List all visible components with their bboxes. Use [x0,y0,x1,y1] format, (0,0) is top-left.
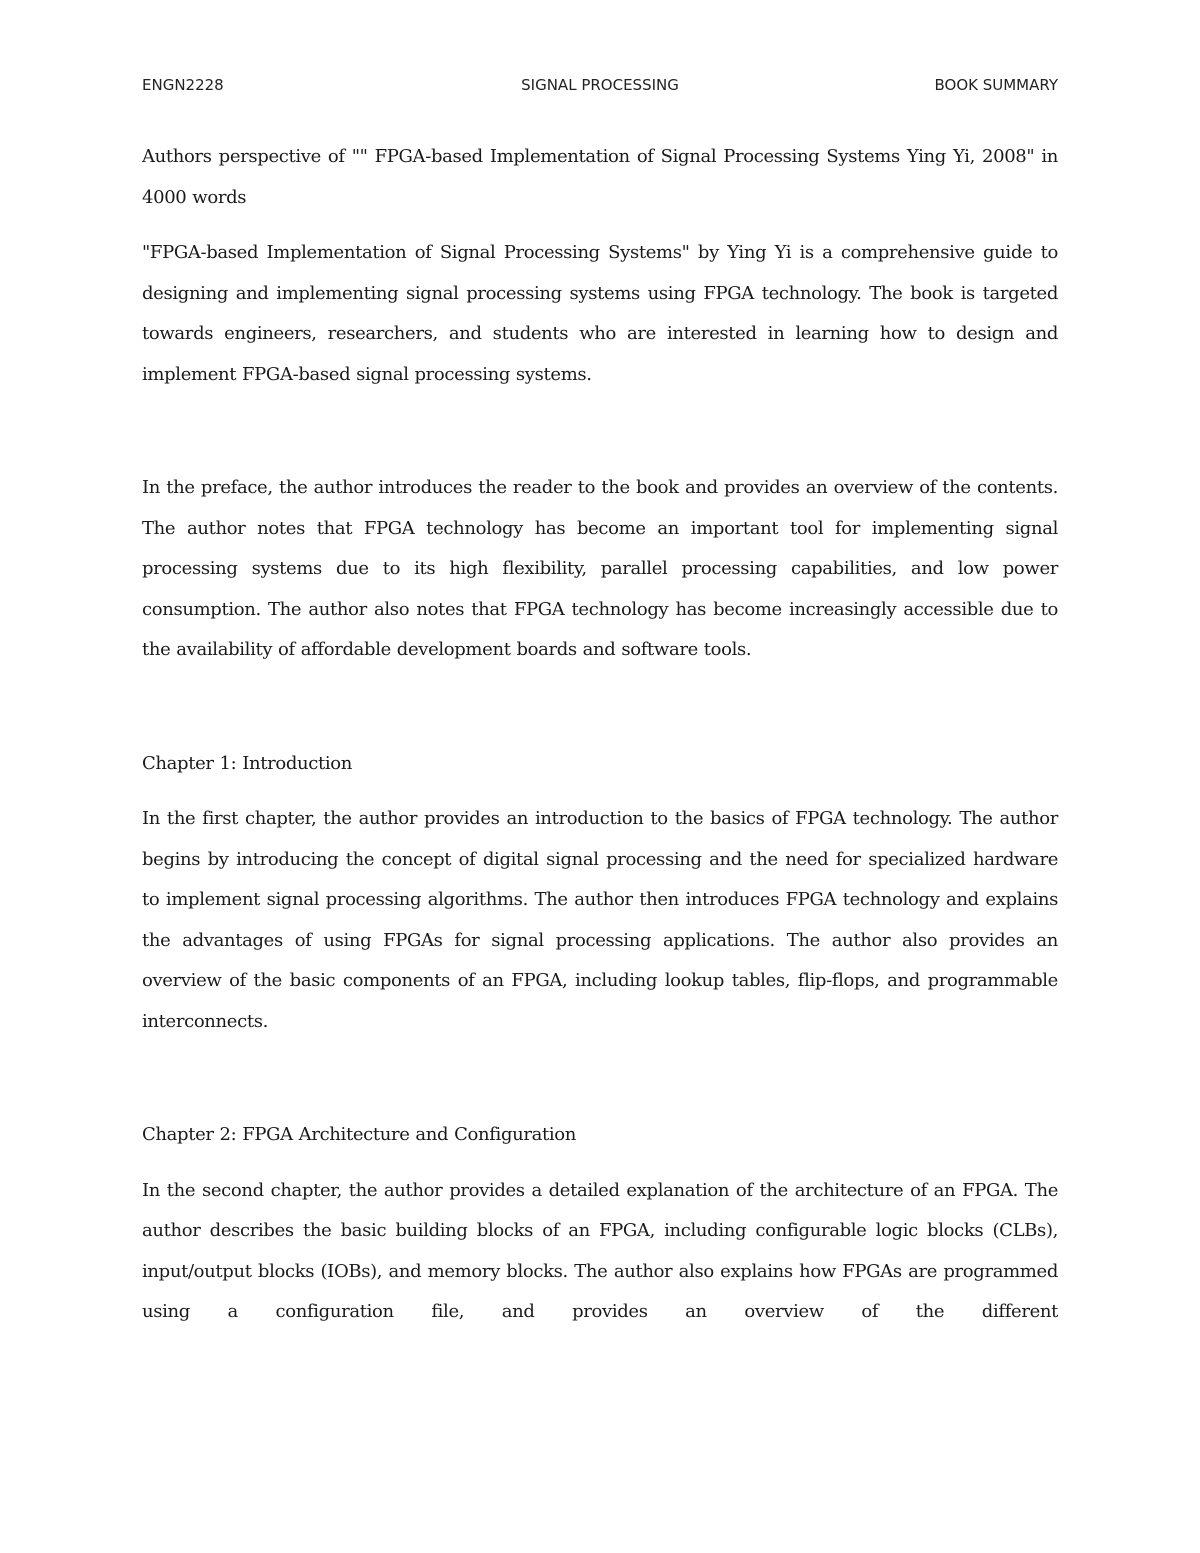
preface-paragraph: In the preface, the author introduces the reader to the book and provides an overview of the contents. The author notes that FPGA technology has become an important tool for implementing signal processing systems due to its high flexibility, parallel processing capabilities, and low power consumption. The author also notes that FPGA technology has become increasingly accessible due to the availability of affordable development boards and software tools. [142,477,1058,660]
page-header [142,76,1058,98]
chapter2-paragraph: In the second chapter, the author provides a detailed explanation of the architecture of an FPGA. The author describes the basic building blocks of an FPGA, including configurable logic blocks (CLBs), input/output blocks (IOBs), and memory blocks. The author also explains how FPGAs are programmed using a configuration file, and provides an overview of the different [142,1179,1058,1322]
header-doc-type: BOOK SUMMARY [934,76,1058,94]
document-body [142,137,1058,1333]
intro-paragraph: "FPGA-based Implementation of Signal Processing Systems" by Ying Yi is a comprehensive guide to designing and implementing signal processing systems using FPGA technology. The book is targeted towards engineers, researchers, and students who are interested in learning how to design and implement FPGA-based signal processing systems. [142,242,1058,385]
chapter1-paragraph: In the first chapter, the author provides an introduction to the basics of FPGA technology. The author begins by introducing the concept of digital signal processing and the need for specialized hardware to implement signal processing algorithms. The author then introduces FPGA technology and explains the advantages of using FPGAs for signal processing applications. The author also provides an overview of the basic components of an FPGA, including lookup tables, flip-flops, and programmable interconnects. [142,808,1058,1032]
document-title-line: Authors perspective of "" FPGA-based Implementation of Signal Processing Systems Ying Yi, 2008" in 4000 words [142,146,1058,208]
header-subject: SIGNAL PROCESSING [521,76,679,94]
chapter1-heading: Chapter 1: Introduction [142,752,353,774]
chapter2-heading: Chapter 2: FPGA Architecture and Configuration [142,1124,577,1145]
header-course-code: ENGN2228 [142,76,224,94]
